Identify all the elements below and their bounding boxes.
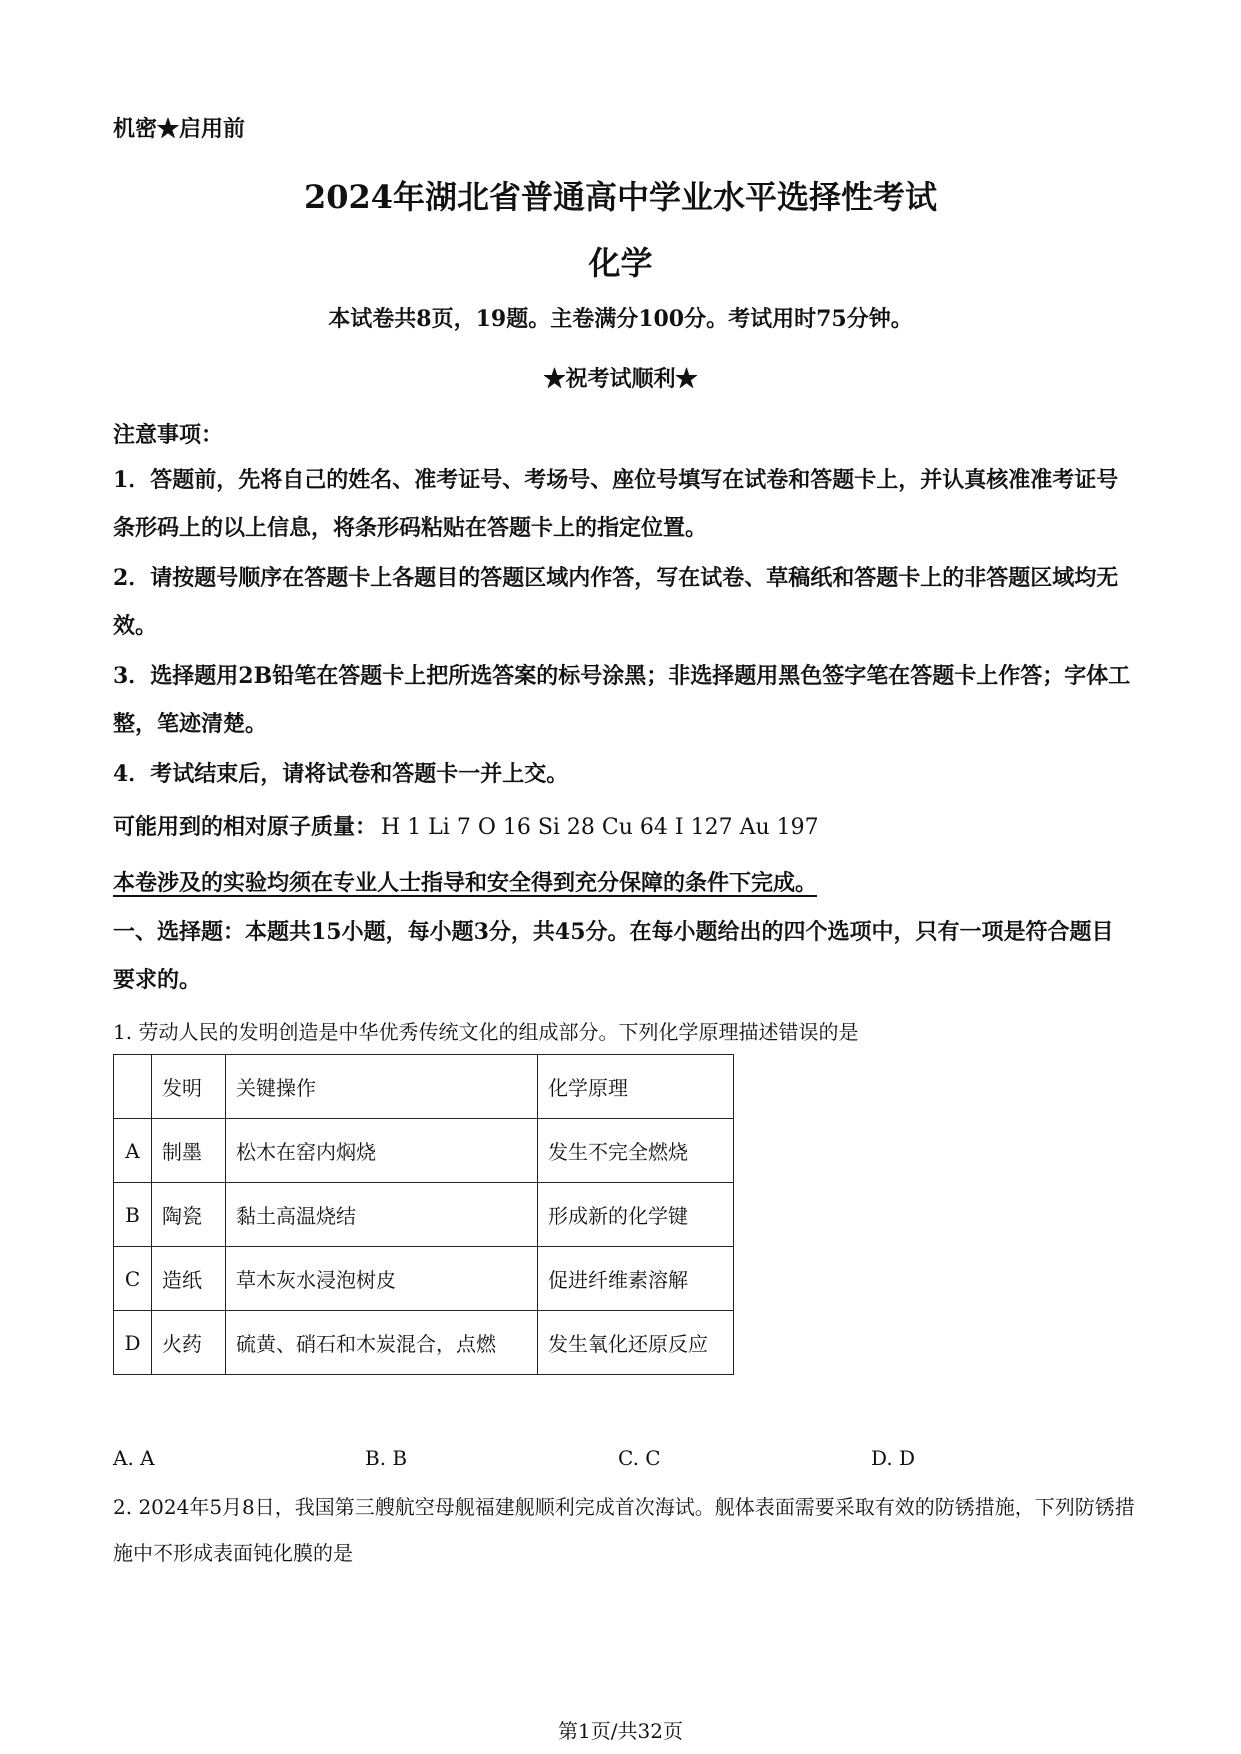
table-cell: 火药 [152,1311,226,1375]
table-row [114,1311,734,1375]
table-header-row [114,1055,734,1119]
page-footer: 第1页/共32页 [558,1719,683,1743]
table-cell: 陶瓷 [152,1183,226,1247]
table-cell: A [114,1119,152,1183]
table-cell: D [114,1311,152,1375]
atomic-mass-label: 可能用到的相对原子质量： [113,814,378,840]
exam-info: 本试卷共8页，19题。主卷满分100分。考试用时75分钟。 [328,306,913,332]
exam-title: 2024年湖北省普通高中学业水平选择性考试 [303,178,938,216]
table-header-cell: 关键操作 [226,1055,538,1119]
table-cell: 发生氧化还原反应 [538,1311,734,1375]
notice-item: 2．请按题号顺序在答题卡上各题目的答题区域内作答，写在试卷、草稿纸和答题卡上的非答题区域均无效。 [113,565,1119,639]
table-header-cell: 化学原理 [538,1055,734,1119]
notice-item: 4．考试结束后，请将试卷和答题卡一并上交。 [113,761,569,787]
table-cell: 形成新的化学键 [538,1183,734,1247]
table-cell: 制墨 [152,1119,226,1183]
option-d: D. D [871,1446,916,1470]
question-1-stem: 1. 劳动人民的发明创造是中华优秀传统文化的组成部分。下列化学原理描述错误的是 [113,1020,859,1044]
table-cell: 黏土高温烧结 [226,1183,538,1247]
notice-heading: 注意事项： [113,422,224,448]
table-row [114,1119,734,1183]
table-cell: C [114,1247,152,1311]
notice-item: 1．答题前，先将自己的姓名、准考证号、考场号、座位号填写在试卷和答题卡上，并认真核准准考证号条形码上的以上信息，将条形码粘贴在答题卡上的指定位置。 [113,467,1119,541]
good-luck-line: ★祝考试顺利★ [543,366,698,392]
option-c: C. C [618,1446,661,1470]
confidential-label: 机密★启用前 [113,116,246,142]
table-row [114,1183,734,1247]
question-2-stem: 2. 2024年5月8日，我国第三艘航空母舰福建舰顺利完成首次海试。舰体表面需要采取有效的防锈措施，下列防锈措施中不形成表面钝化膜的是 [113,1495,1135,1565]
table-cell: 促进纤维素溶解 [538,1247,734,1311]
table-header-cell: 发明 [152,1055,226,1119]
question-1-table [113,1054,734,1375]
option-a: A. A [113,1446,155,1470]
option-b: B. B [365,1446,408,1470]
subject-title: 化学 [588,244,653,282]
section-heading: 一、选择题：本题共15小题，每小题3分，共45分。在每小题给出的四个选项中，只有一项是符合题目要求的。 [113,919,1114,993]
table-cell: B [114,1183,152,1247]
safety-note: 本卷涉及的实验均须在专业人士指导和安全得到充分保障的条件下完成。 [113,870,818,896]
table-cell: 松木在窑内焖烧 [226,1119,538,1183]
table-cell: 造纸 [152,1247,226,1311]
table-header-cell [114,1055,152,1119]
atomic-mass-values: H 1 Li 7 O 16 Si 28 Cu 64 I 127 Au 197 [381,815,819,840]
table-cell: 硫黄、硝石和木炭混合，点燃 [226,1311,538,1375]
atomic-mass-line [113,810,819,841]
table-cell: 发生不完全燃烧 [538,1119,734,1183]
table-row [114,1247,734,1311]
table-cell: 草木灰水浸泡树皮 [226,1247,538,1311]
notice-item: 3．选择题用2B铅笔在答题卡上把所选答案的标号涂黑；非选择题用黑色签字笔在答题卡上作答；字体工整，笔迹清楚。 [113,663,1131,737]
